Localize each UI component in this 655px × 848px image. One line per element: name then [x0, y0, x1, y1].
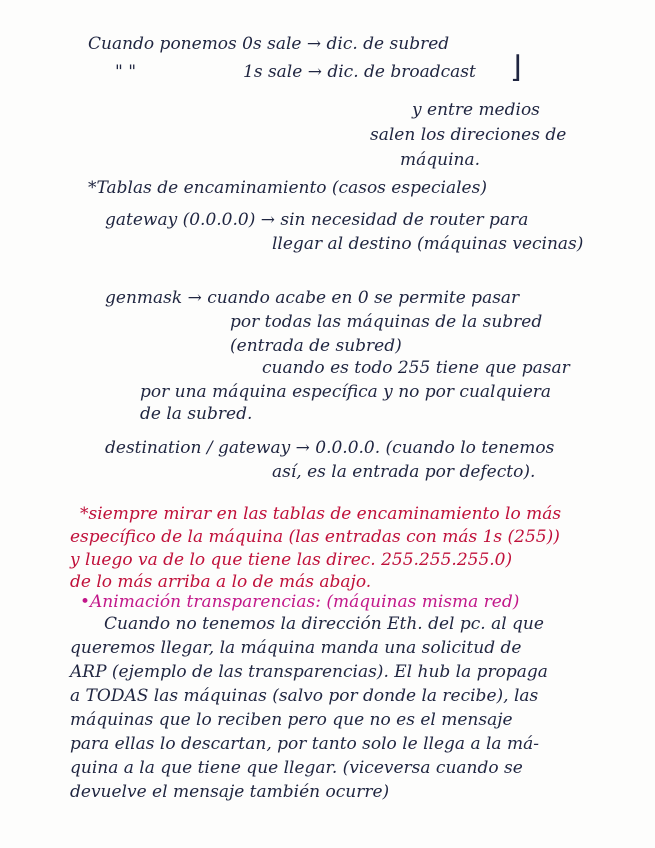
section-heading: *Tablas de encaminamiento (casos especiales)	[88, 178, 487, 198]
note-line: 1s sale → dic. de broadcast	[243, 62, 476, 82]
note-line: devuelve el mensaje también ocurre)	[70, 782, 390, 802]
note-line: máquinas que lo reciben pero que no es el mensaje	[70, 710, 513, 730]
note-line: y entre medios	[412, 100, 540, 120]
note-line: destination / gateway → 0.0.0.0. (cuando lo tenemos	[105, 438, 555, 458]
note-line: Cuando ponemos 0s sale → dic. de subred	[88, 34, 450, 54]
note-line: gateway (0.0.0.0) → sin necesidad de router para	[105, 210, 529, 230]
note-line: a TODAS las máquinas (salvo por donde la recibe), las	[70, 686, 539, 706]
note-line: así, es la entrada por defecto).	[272, 462, 536, 482]
note-line: Cuando no tenemos la dirección Eth. del pc. al que	[104, 614, 544, 634]
highlight-note: *siempre mirar en las tablas de encaminamiento lo más	[80, 504, 562, 524]
note-line: salen los direciones de	[370, 125, 567, 145]
note-line: (entrada de subred)	[230, 336, 402, 356]
highlight-note: específico de la máquina (las entradas con más 1s (255))	[70, 527, 560, 547]
highlight-note: de lo más arriba a lo de más abajo.	[70, 572, 372, 592]
note-line: quina a la que tiene que llegar. (viceversa cuando se	[70, 758, 523, 778]
note-line: por una máquina específica y no por cualquiera	[140, 382, 552, 402]
note-line: por todas las máquinas de la subred	[230, 312, 543, 332]
note-line: para ellas lo descartan, por tanto solo le llega a la má-	[70, 734, 539, 754]
note-line: genmask → cuando acabe en 0 se permite pasar	[105, 288, 520, 308]
note-line: cuando es todo 255 tiene que pasar	[262, 358, 570, 378]
note-line: de la subred.	[140, 404, 253, 424]
highlight-note: y luego va de lo que tiene las direc. 255.255.255.0)	[70, 550, 513, 570]
ditto-marks: " "	[115, 62, 137, 82]
note-line: llegar al destino (máquinas vecinas)	[272, 234, 584, 254]
note-line: ARP (ejemplo de las transparencias). El hub la propaga	[70, 662, 548, 682]
section-heading: •Animación transparencias: (máquinas misma red)	[80, 592, 520, 612]
note-line: máquina.	[400, 150, 481, 170]
note-line: queremos llegar, la máquina manda una solicitud de	[70, 638, 522, 658]
bracket-icon: ⌋	[510, 50, 522, 85]
